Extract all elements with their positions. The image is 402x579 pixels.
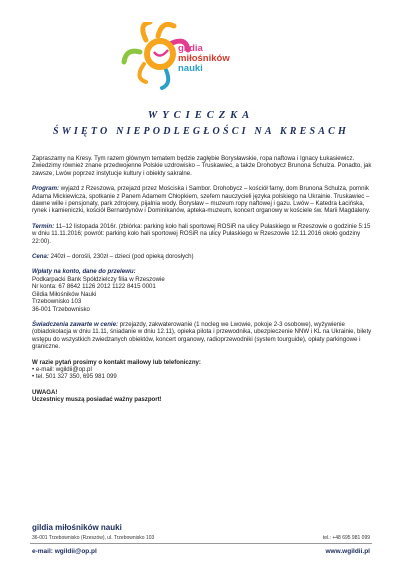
program-label: Program:	[32, 185, 60, 193]
logo-line-2: miłośników	[178, 53, 230, 64]
termin-paragraph	[32, 223, 372, 245]
swiadczenia-paragraph	[32, 321, 372, 351]
logo-line-1: gildia	[178, 43, 203, 54]
footer-website-link[interactable]: www.wgildii.pl	[325, 548, 370, 555]
intro-paragraph: Zapraszamy na Kresy. Tym razem głównym tematem będzie zagłębie Borysławskie, ropa naftowa i Ignacy Łukasiewicz. Zwiedzimy również znane przedwojenne Polskie uzdrowisko – Truskawiec, a także Drohobycz Brunona Schulza. Ponadto, jak zawsze, Lwów poprzez instytucje kultury i obiekty sakralne.	[32, 155, 372, 177]
footer-divider	[30, 543, 372, 544]
flyer-body	[32, 155, 372, 412]
warning-text: Uczestnicy muszą posiadać ważny paszport!	[32, 396, 162, 404]
footer-phone: tel.: +48 695 981 099	[322, 535, 370, 541]
bank-name: Podkarpacki Bank Spółdzielczy filia w Rzeszowie	[32, 275, 165, 283]
footer-email-link[interactable]: e-mail: wgildii@op.pl	[32, 548, 97, 555]
termin-text: 11–12 listopada 2016r. (zbiórka: parking koło hali sportowej ROSiR na ulicy Pułaskiego w Rzeszowie o godzinie 5:15 w dniu 11.11.2016; powrót: parking koło hali sportowej ROSiR na ulicy Pułaskiego w Rzeszowie 12.11.2016 około godziny 22:00).	[32, 222, 371, 245]
recipient-name: Gildia Miłośników Nauki	[32, 290, 97, 298]
contact-block	[32, 359, 372, 381]
recipient-street: Trzebownisko 103	[32, 298, 82, 306]
cena-text: 240zł – dorośli, 230zł – dzieci (pod opieką dorosłych)	[48, 253, 194, 261]
swiadczenia-text: przejazdy, zakwaterowanie (1 nocleg we Lwowie, pokoje 2-3 osobowe), wyżywienie (obiadokolacja w dniu 11.11, śniadanie w dniu 12.11), opieka pilota i przewodnika, ubezpieczenie NNW i KL na Ukrainie, bilety wstępu do wszystkich zwiedzanych obiektów, koncert organowy, radioprzewodniki (system tourguide), opłaty parkingowe i graniczne.	[32, 320, 372, 351]
wplaty-label: Wpłaty na konto, dane do przelewu:	[32, 268, 136, 276]
recipient-city: 36-001 Trzebownisko	[32, 305, 90, 313]
cena-label: Cena:	[32, 253, 49, 261]
contact-email: • e-mail: wgildii@op.pl	[32, 365, 92, 373]
page-title: WYCIECZKA	[147, 110, 255, 121]
cena-paragraph	[32, 253, 372, 260]
program-paragraph	[32, 185, 372, 215]
footer-org-name: gildia miłośników nauki	[32, 523, 122, 532]
account-number: Nr konta: 67 8642 1126 2012 1122 8415 0001	[32, 283, 156, 291]
logo-line-3: nauki	[178, 63, 203, 74]
logo-wordmark	[178, 44, 230, 74]
wplaty-block	[32, 268, 372, 312]
contact-label: W razie pytań prosimy o kontakt mailowy lub telefoniczny:	[32, 358, 201, 366]
termin-label: Termin:	[32, 222, 55, 230]
swiadczenia-label: Świadczenia zawarte w cenie:	[32, 320, 119, 328]
warning-block	[32, 389, 372, 404]
warning-title: UWAGA!	[32, 388, 58, 396]
contact-phone: • tel. 501 327 350, 695 981 099	[32, 373, 117, 381]
program-text: wyjazd z Rzeszowa, przejazd przez Mościska i Sambor. Drohobycz – kościół farny, dom Brunona Schulza, pomnik Adama Mickiewicza, spotkanie z Panem Adamem Chłopkiem, szefem nauczycieli języka polskiego na Ukrainie. Truskawiec – dawne wille i pensjonaty, park zdrojowy, pijalnia wody. Borysław – muzeum ropy naftowej i gazu. Lwów – Katedra Łacińska, rynek i kamieniczki, kościół Bernardynów i Dominikanów, apteka-muzeum, koncert organowy w kościele św. Marii Magdaleny.	[32, 185, 371, 215]
footer-address: 36-001 Trzebownisko (Rzeszów), ul. Trzebownisko 103	[32, 535, 155, 541]
page-subtitle: ŚWIĘTO NIEPODLEGŁOŚCI NA KRESACH	[53, 126, 349, 137]
